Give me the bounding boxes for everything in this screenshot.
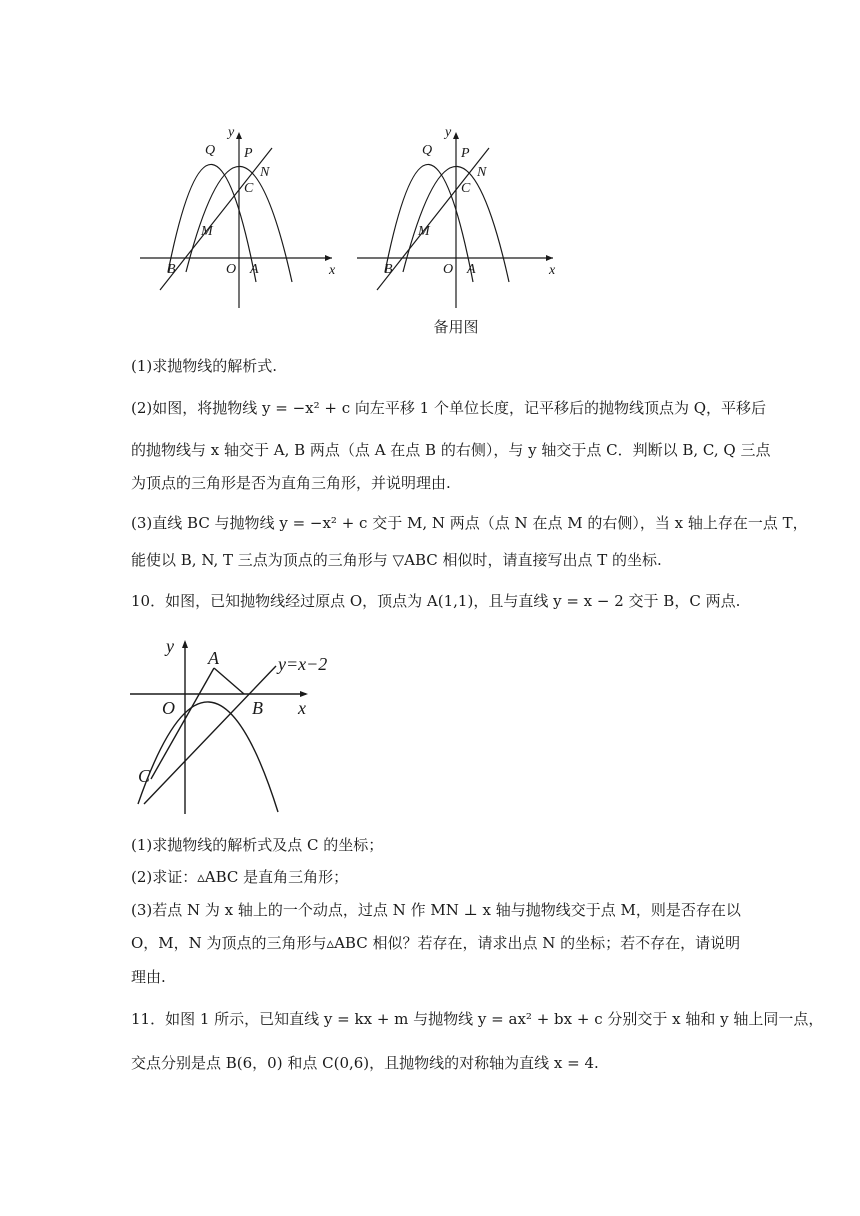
figure-p10-svg <box>126 634 356 816</box>
label-o: O <box>226 262 237 277</box>
p10-q2: (2)求证：▵ABC 是直角三角形； <box>131 868 349 886</box>
p11-line1: 11．如图 1 所示，已知直线 y = kx + m 与抛物线 y = ax² + bx + c 分别交于 x 轴和 y 轴上同一点， <box>131 1010 824 1028</box>
label-a: A <box>250 262 259 277</box>
p10-q1: (1)求抛物线的解析式及点 C 的坐标； <box>131 836 384 854</box>
p10-q3-line3: 理由. <box>131 968 166 986</box>
p9-q2-line1: (2)如图，将抛物线 y = −x² + c 向左平移 1 个单位长度，记平移后的抛物线顶点为 Q，平移后 <box>131 399 767 417</box>
label-n: N <box>477 165 487 180</box>
y-arrow-icon <box>236 132 242 139</box>
x-arrow-icon <box>300 691 308 697</box>
label-c: C <box>461 181 471 196</box>
segment-ac <box>151 668 214 779</box>
p9-q2-line2: 的抛物线与 x 轴交于 A, B 两点（点 A 在点 B 的右侧），与 y 轴交于点 C．判断以 B, C, Q 三点 <box>131 441 771 459</box>
p9-q3-line1: (3)直线 BC 与抛物线 y = −x² + c 交于 M, N 两点（点 N 在点 M 的右侧），当 x 轴上存在一点 T， <box>131 514 808 532</box>
label-p: P <box>461 146 470 161</box>
label-p: P <box>244 146 253 161</box>
label-b: B <box>384 262 393 277</box>
label-b: B <box>252 698 263 718</box>
figure-2 <box>357 122 567 312</box>
label-y: y <box>166 636 174 656</box>
figure-1-svg <box>140 122 350 312</box>
label-q: Q <box>422 143 433 158</box>
y-arrow-icon <box>182 640 188 648</box>
label-m: M <box>201 224 213 239</box>
y-arrow-icon <box>453 132 459 139</box>
figure-2-caption: 备用图 <box>433 318 479 336</box>
label-c: C <box>138 766 151 786</box>
label-x: x <box>298 698 306 718</box>
label-c: C <box>244 181 254 196</box>
p10-q3-line2: O，M，N 为顶点的三角形与▵ABC 相似？若存在，请求出点 N 的坐标；若不存在，请说明 <box>131 934 741 952</box>
label-x: x <box>549 263 556 278</box>
label-o: O <box>162 698 175 718</box>
figure-2-svg <box>357 122 567 312</box>
p9-q3-line2: 能使以 B, N, T 三点为顶点的三角形与 ▽ABC 相似时，请直接写出点 T 的坐标. <box>131 551 662 569</box>
label-y: y <box>445 125 452 140</box>
label-o: O <box>443 262 454 277</box>
label-a: A <box>208 648 219 668</box>
label-n: N <box>260 165 270 180</box>
label-m: M <box>418 224 430 239</box>
label-y: y <box>228 125 235 140</box>
x-arrow-icon <box>325 255 332 261</box>
figure-1 <box>140 122 350 312</box>
segment-ab <box>214 668 244 694</box>
p11-line2: 交点分别是点 B(6，0) 和点 C(0,6)，且抛物线的对称轴为直线 x = 4. <box>131 1054 599 1072</box>
line-y-x-2 <box>144 666 276 804</box>
parabola <box>138 702 278 812</box>
label-line: y=x−2 <box>278 654 328 674</box>
figure-problem-10 <box>126 634 356 816</box>
p10-q3-line1: (3)若点 N 为 x 轴上的一个动点，过点 N 作 MN ⊥ x 轴与抛物线交于点 M，则是否存在以 <box>131 901 741 919</box>
label-b: B <box>167 262 176 277</box>
label-q: Q <box>205 143 216 158</box>
p9-q1: (1)求抛物线的解析式. <box>131 357 278 375</box>
p9-q2-line3: 为顶点的三角形是否为直角三角形，并说明理由. <box>131 474 451 492</box>
p10-stem: 10．如图，已知抛物线经过原点 O，顶点为 A(1,1)，且与直线 y = x − 2 交于 B，C 两点. <box>131 592 741 610</box>
label-a: A <box>467 262 476 277</box>
x-arrow-icon <box>546 255 553 261</box>
label-x: x <box>329 263 336 278</box>
